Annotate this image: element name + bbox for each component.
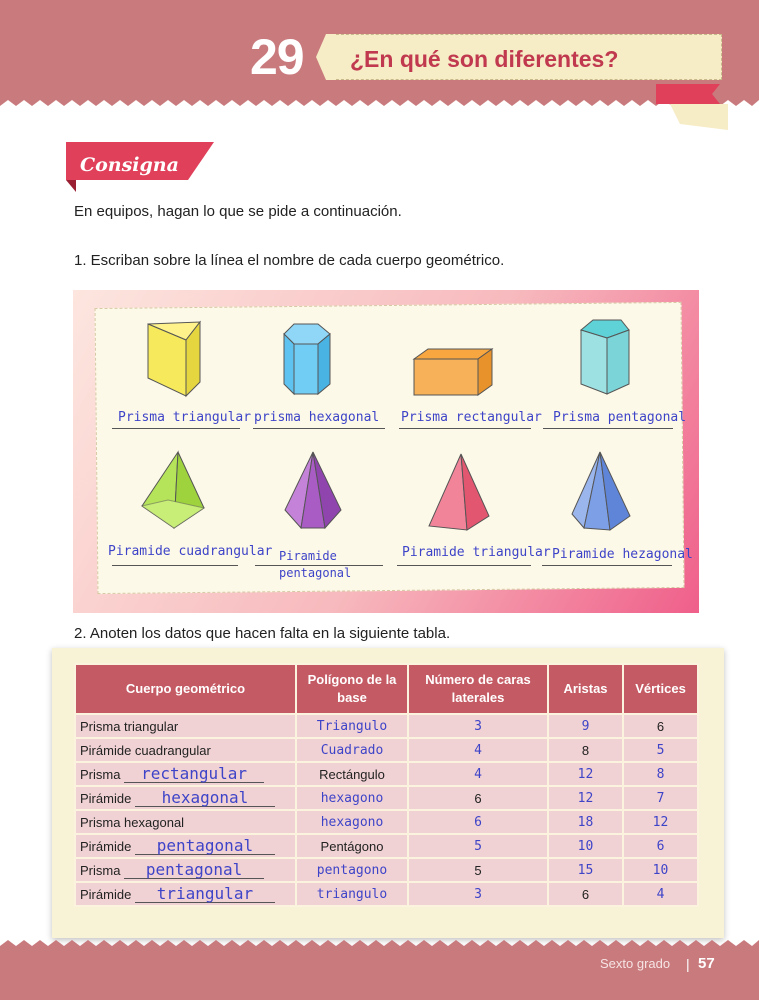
triangular-prism-shape (142, 320, 208, 400)
footer-grade: Sexto grado (600, 956, 671, 971)
faces-cell: 5 (408, 858, 548, 882)
faces-cell[interactable]: 5 (408, 834, 548, 858)
edges-cell: 8 (548, 738, 623, 762)
ribbon-decoration (650, 80, 730, 134)
table-row (75, 834, 698, 858)
body-cell (75, 762, 296, 786)
faces-cell[interactable]: 3 (408, 882, 548, 906)
edges-cell[interactable]: 12 (548, 786, 623, 810)
edges-cell[interactable]: 12 (548, 762, 623, 786)
answer-line[interactable] (542, 565, 672, 566)
title-banner-notch (316, 34, 336, 80)
vertices-cell[interactable]: 12 (623, 810, 698, 834)
vertices-cell[interactable]: 4 (623, 882, 698, 906)
column-header: Cuerpo geométrico (75, 664, 296, 714)
answer-line[interactable] (253, 428, 385, 429)
vertices-cell[interactable]: 10 (623, 858, 698, 882)
square-pyramid-shape (138, 450, 208, 534)
answer-line[interactable] (399, 428, 531, 429)
footer-separator: | (686, 956, 690, 972)
edges-cell: 6 (548, 882, 623, 906)
section-label: Consigna (80, 154, 179, 176)
vertices-cell[interactable]: 8 (623, 762, 698, 786)
answer-solid-5: Piramide cuadrangular (108, 544, 273, 559)
vertices-cell[interactable]: 6 (623, 834, 698, 858)
column-header: Polígono de la base (296, 664, 408, 714)
rectangular-prism-shape (410, 345, 498, 399)
body-fill[interactable]: pentagonal (135, 838, 275, 855)
hexagonal-prism-shape (276, 322, 338, 400)
question-1: 1. Escriban sobre la línea el nombre de cada cuerpo geométrico. (74, 252, 505, 269)
faces-cell[interactable]: 4 (408, 762, 548, 786)
base-cell: Pentágono (296, 834, 408, 858)
body-cell (75, 834, 296, 858)
edges-cell[interactable]: 18 (548, 810, 623, 834)
body-prefix: Prisma (80, 766, 121, 782)
answer-solid-6-line-1: Piramide (279, 549, 337, 563)
answer-line[interactable] (112, 565, 238, 566)
column-header: Número de caras laterales (408, 664, 548, 714)
body-fill[interactable]: pentagonal (124, 862, 264, 879)
vertices-cell[interactable]: 7 (623, 786, 698, 810)
faces-cell: 6 (408, 786, 548, 810)
answer-line[interactable] (397, 565, 531, 566)
table-row (75, 714, 698, 738)
answer-line[interactable] (112, 428, 240, 429)
body-cell (75, 858, 296, 882)
table-header-row (75, 664, 698, 714)
vertices-cell[interactable]: 5 (623, 738, 698, 762)
body-fill[interactable]: hexagonal (135, 790, 275, 807)
answer-solid-6 (279, 548, 351, 582)
body-cell: Prisma triangular (75, 714, 296, 738)
body-fill[interactable]: triangular (135, 886, 275, 903)
lesson-number: 29 (250, 29, 304, 85)
answer-solid-1: Prisma triangular (118, 410, 252, 425)
answer-solid-4: Prisma pentagonal (553, 410, 687, 425)
table-row (75, 738, 698, 762)
faces-cell[interactable]: 3 (408, 714, 548, 738)
body-prefix: Prisma (80, 862, 121, 878)
answer-solid-2: prisma hexagonal (254, 410, 380, 425)
body-cell: Pirámide cuadrangular (75, 738, 296, 762)
table-row (75, 858, 698, 882)
header-zigzag-edge (0, 100, 759, 112)
solids-table (74, 663, 699, 907)
body-fill[interactable]: rectangular (124, 766, 264, 783)
answer-solid-3: Prisma rectangular (401, 410, 542, 425)
column-header: Vértices (623, 664, 698, 714)
pentagonal-prism-shape (577, 318, 633, 400)
edges-cell[interactable]: 10 (548, 834, 623, 858)
body-cell (75, 786, 296, 810)
base-cell[interactable]: triangulo (296, 882, 408, 906)
edges-cell[interactable]: 9 (548, 714, 623, 738)
vertices-cell: 6 (623, 714, 698, 738)
answer-solid-6-line-2: pentagonal (279, 566, 352, 580)
answer-line[interactable] (543, 428, 673, 429)
answer-solid-8: Piramide hezagonal (552, 547, 693, 562)
body-prefix: Pirámide (80, 790, 132, 806)
base-cell[interactable]: Cuadrado (296, 738, 408, 762)
column-header: Aristas (548, 664, 623, 714)
table-row (75, 762, 698, 786)
pentagonal-pyramid-shape (283, 450, 343, 534)
base-cell[interactable]: pentagono (296, 858, 408, 882)
faces-cell[interactable]: 4 (408, 738, 548, 762)
question-2: 2. Anoten los datos que hacen falta en la siguiente tabla. (74, 625, 451, 642)
edges-cell[interactable]: 15 (548, 858, 623, 882)
page-number: 57 (698, 955, 715, 972)
body-cell (75, 882, 296, 906)
base-cell: Rectángulo (296, 762, 408, 786)
table-row (75, 810, 698, 834)
base-cell[interactable]: Triangulo (296, 714, 408, 738)
body-cell: Prisma hexagonal (75, 810, 296, 834)
hexagonal-pyramid-shape (570, 450, 634, 534)
table-row (75, 786, 698, 810)
instruction-text: En equipos, hagan lo que se pide a continuación. (74, 203, 402, 220)
table-row (75, 882, 698, 906)
base-cell[interactable]: hexagono (296, 810, 408, 834)
answer-solid-7: Piramide triangular (402, 545, 551, 560)
triangular-pyramid-shape (427, 452, 491, 534)
faces-cell[interactable]: 6 (408, 810, 548, 834)
body-prefix: Pirámide (80, 838, 132, 854)
body-prefix: Pirámide (80, 886, 132, 902)
base-cell[interactable]: hexagono (296, 786, 408, 810)
page-title: ¿En qué son diferentes? (350, 46, 619, 72)
